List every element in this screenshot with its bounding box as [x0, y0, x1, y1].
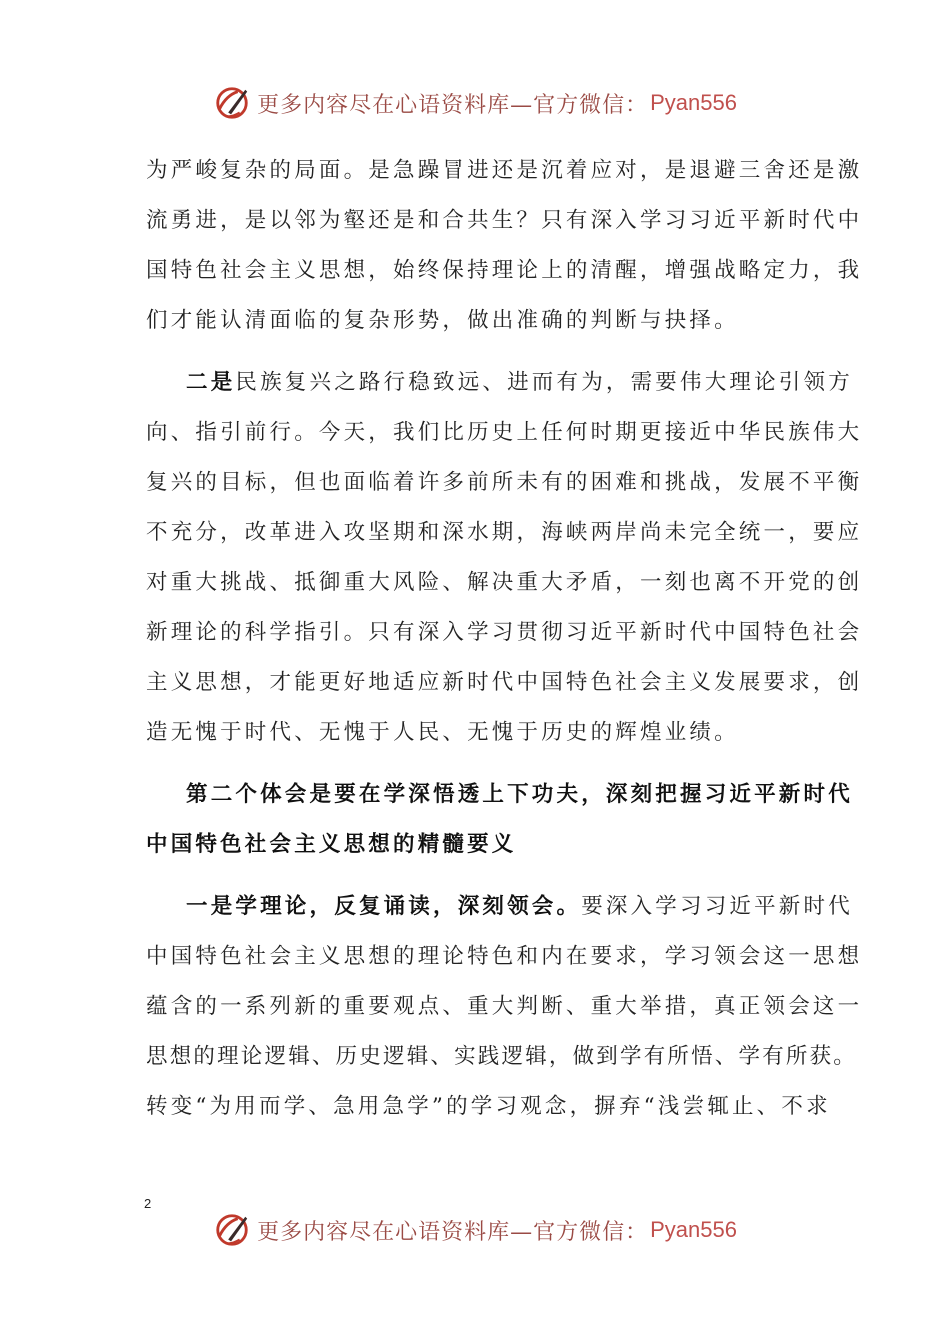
header-banner — [0, 81, 950, 125]
text-line: 国特色社会主义思想，始终保持理论上的清醒，增强战略定力，我 — [146, 258, 863, 283]
pen-seal-logo-icon — [213, 84, 251, 122]
text-line: 流勇进，是以邻为壑还是和合共生？只有深入学习习近平新时代中 — [146, 208, 863, 233]
text-line: 蕴含的一系列新的重要观点、重大判断、重大举措，真正领会这一 — [146, 994, 863, 1019]
pen-seal-logo-icon — [213, 1211, 251, 1249]
footer-banner — [0, 1208, 950, 1252]
text-line: 不充分，改革进入攻坚期和深水期，海峡两岸尚未完全统一，要应 — [146, 520, 863, 545]
text-line: 中国特色社会主义思想的理论特色和内在要求，学习领会这一思想 — [146, 944, 863, 969]
banner-text: 更多内容尽在心语资料库—官方微信： — [257, 92, 649, 118]
text-line: 转变“为用而学、急用急学”的学习观念，摒弃“浅尝辄止、不求 — [146, 1094, 831, 1119]
text-line: 新理论的科学指引。只有深入学习贯彻习近平新时代中国特色社会 — [146, 620, 863, 645]
paragraph-first-line — [146, 358, 853, 408]
text-line: 向、指引前行。今天，我们比历史上任何时期更接近中华民族伟大 — [146, 420, 863, 445]
page-number: 2 — [144, 1196, 152, 1211]
paragraph-lead: 二是 — [186, 370, 236, 395]
text-line: 复兴的目标，但也面临着许多前所未有的困难和挑战，发展不平衡 — [146, 470, 863, 495]
paragraph-lead: 一是学理论，反复诵读，深刻领会。 — [186, 894, 582, 919]
text-line: 主义思想，才能更好地适应新时代中国特色社会主义发展要求，创 — [146, 670, 863, 695]
banner-text: 更多内容尽在心语资料库—官方微信： — [257, 1219, 649, 1245]
section-heading: 第二个体会是要在学深悟透上下功夫，深刻把握习近平新时代 — [186, 782, 853, 807]
wechat-id: Pyan556 — [650, 90, 737, 115]
body-text — [146, 146, 863, 1132]
text-line: 为严峻复杂的局面。是急躁冒进还是沉着应对，是退避三舍还是激 — [146, 158, 863, 183]
paragraph-text: 要深入学习习近平新时代 — [581, 894, 853, 919]
text-line: 造无愧于时代、无愧于人民、无愧于历史的辉煌业绩。 — [146, 720, 739, 745]
paragraph-text: 民族复兴之路行稳致远、进而有为，需要伟大理论引领方 — [235, 370, 853, 395]
text-line: 思想的理论逻辑、历史逻辑、实践逻辑，做到学有所悟、学有所获。 — [146, 1044, 858, 1069]
wechat-id: Pyan556 — [650, 1217, 737, 1242]
text-line: 对重大挑战、抵御重大风险、解决重大矛盾，一刻也离不开党的创 — [146, 570, 863, 595]
paragraph-first-line — [146, 882, 853, 932]
text-line: 们才能认清面临的复杂形势，做出准确的判断与抉择。 — [146, 308, 739, 333]
section-heading-cont: 中国特色社会主义思想的精髓要义 — [146, 832, 517, 857]
